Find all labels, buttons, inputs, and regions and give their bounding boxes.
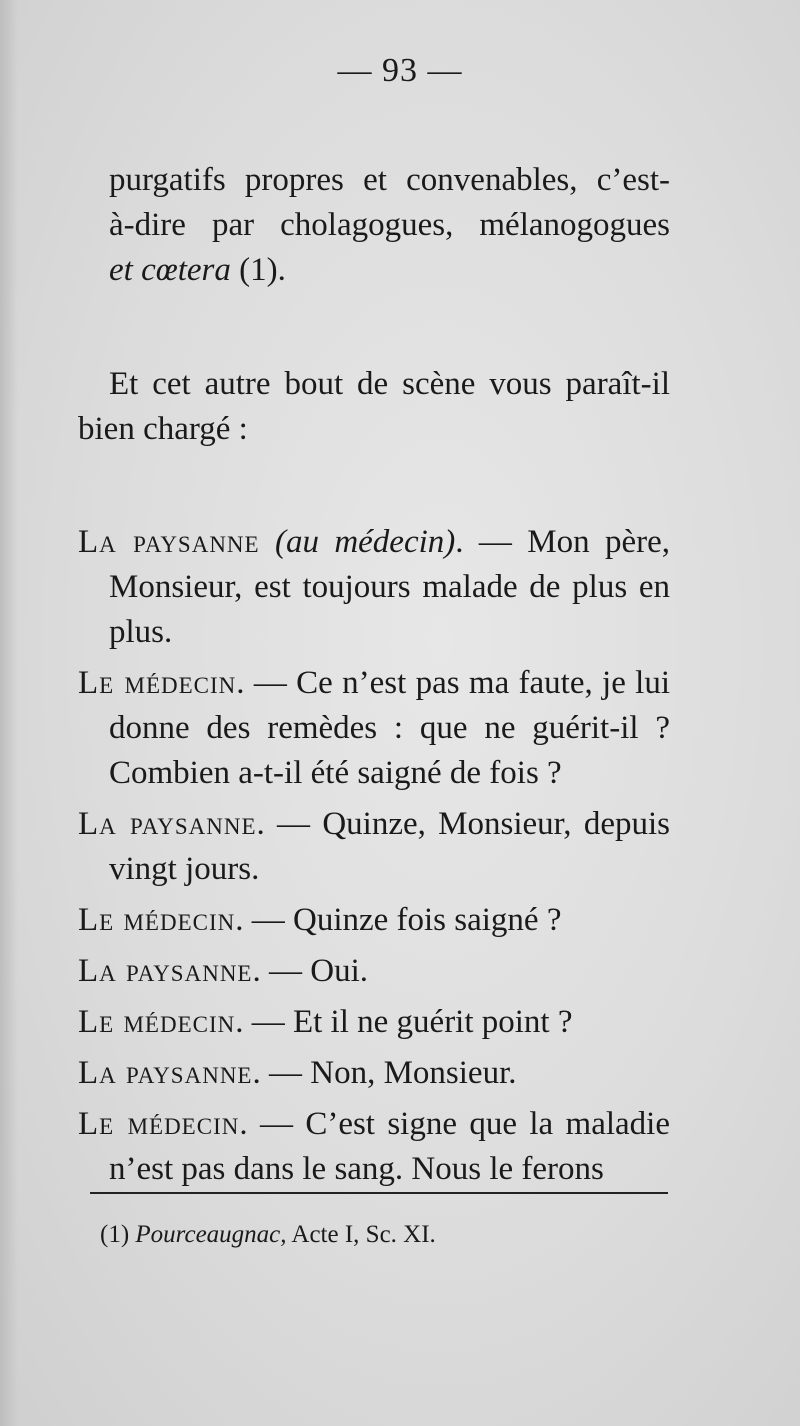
speech-text: . — Quinze fois saigné ? xyxy=(235,902,562,938)
italic-phrase: et cœtera xyxy=(109,252,231,288)
speech-text: . — C’est signe que la maladie n’est pas dans le sang. Nous le ferons xyxy=(109,1106,670,1187)
speech-text: . — Oui. xyxy=(252,953,368,989)
footnote-reference: (1). xyxy=(230,252,286,288)
dialogue-line xyxy=(78,520,670,655)
speech-text: . — Non, Monsieur. xyxy=(252,1055,517,1091)
dialogue-line xyxy=(78,1000,670,1045)
dialogue-line xyxy=(78,661,670,796)
intro-text: Et cet autre bout de scène vous paraît-il bien chargé : xyxy=(78,366,670,447)
speaker-name: Le médecin xyxy=(78,1004,236,1040)
dialogue-line xyxy=(78,1051,670,1096)
dialogue-line xyxy=(78,802,670,892)
dialogue-line xyxy=(78,1102,670,1192)
stage-direction: (au médecin) xyxy=(274,524,456,560)
speech-text: . — Ce n’est pas ma faute, je lui donne des remèdes : que ne guérit-il ? Combien a-t-il été saigné de fois ? xyxy=(109,665,670,791)
speaker-name: La paysanne xyxy=(78,1055,253,1091)
speech-text: . — Mon père, Monsieur, est toujours malade de plus en plus. xyxy=(109,524,670,650)
speaker-name: La paysanne xyxy=(78,524,260,560)
speaker-name: La paysanne xyxy=(78,806,257,842)
page-number: — 93 — xyxy=(337,52,463,89)
speaker-name: Le médecin xyxy=(78,665,237,701)
dialogue-line xyxy=(78,898,670,943)
speaker-name: Le médecin xyxy=(78,902,236,938)
paragraph-intro xyxy=(78,362,670,452)
speaker-name: La paysanne xyxy=(78,953,253,989)
footnote-rule xyxy=(90,1192,668,1194)
paragraph-continuation xyxy=(78,158,670,293)
dialogue-block xyxy=(78,520,670,1192)
speech-text: . — Quinze, Monsieur, depuis vingt jours. xyxy=(109,806,670,887)
page-spine-shadow xyxy=(0,0,18,1426)
footnote-text: Acte I, Sc. XI. xyxy=(291,1221,436,1248)
paragraph-last-line xyxy=(78,248,670,293)
footnote-title: Pourceaugnac, xyxy=(135,1221,287,1248)
dialogue-line xyxy=(78,949,670,994)
footnote xyxy=(100,1218,436,1252)
paragraph-line: purgatifs propres et convenables, c’est- xyxy=(109,162,670,198)
paragraph-line: à-dire par cholagogues, mélanogogues xyxy=(109,207,670,243)
speech-text: . — Et il ne guérit point ? xyxy=(235,1004,573,1040)
speaker-name: Le médecin xyxy=(78,1106,240,1142)
footnote-marker: (1) xyxy=(100,1221,130,1248)
